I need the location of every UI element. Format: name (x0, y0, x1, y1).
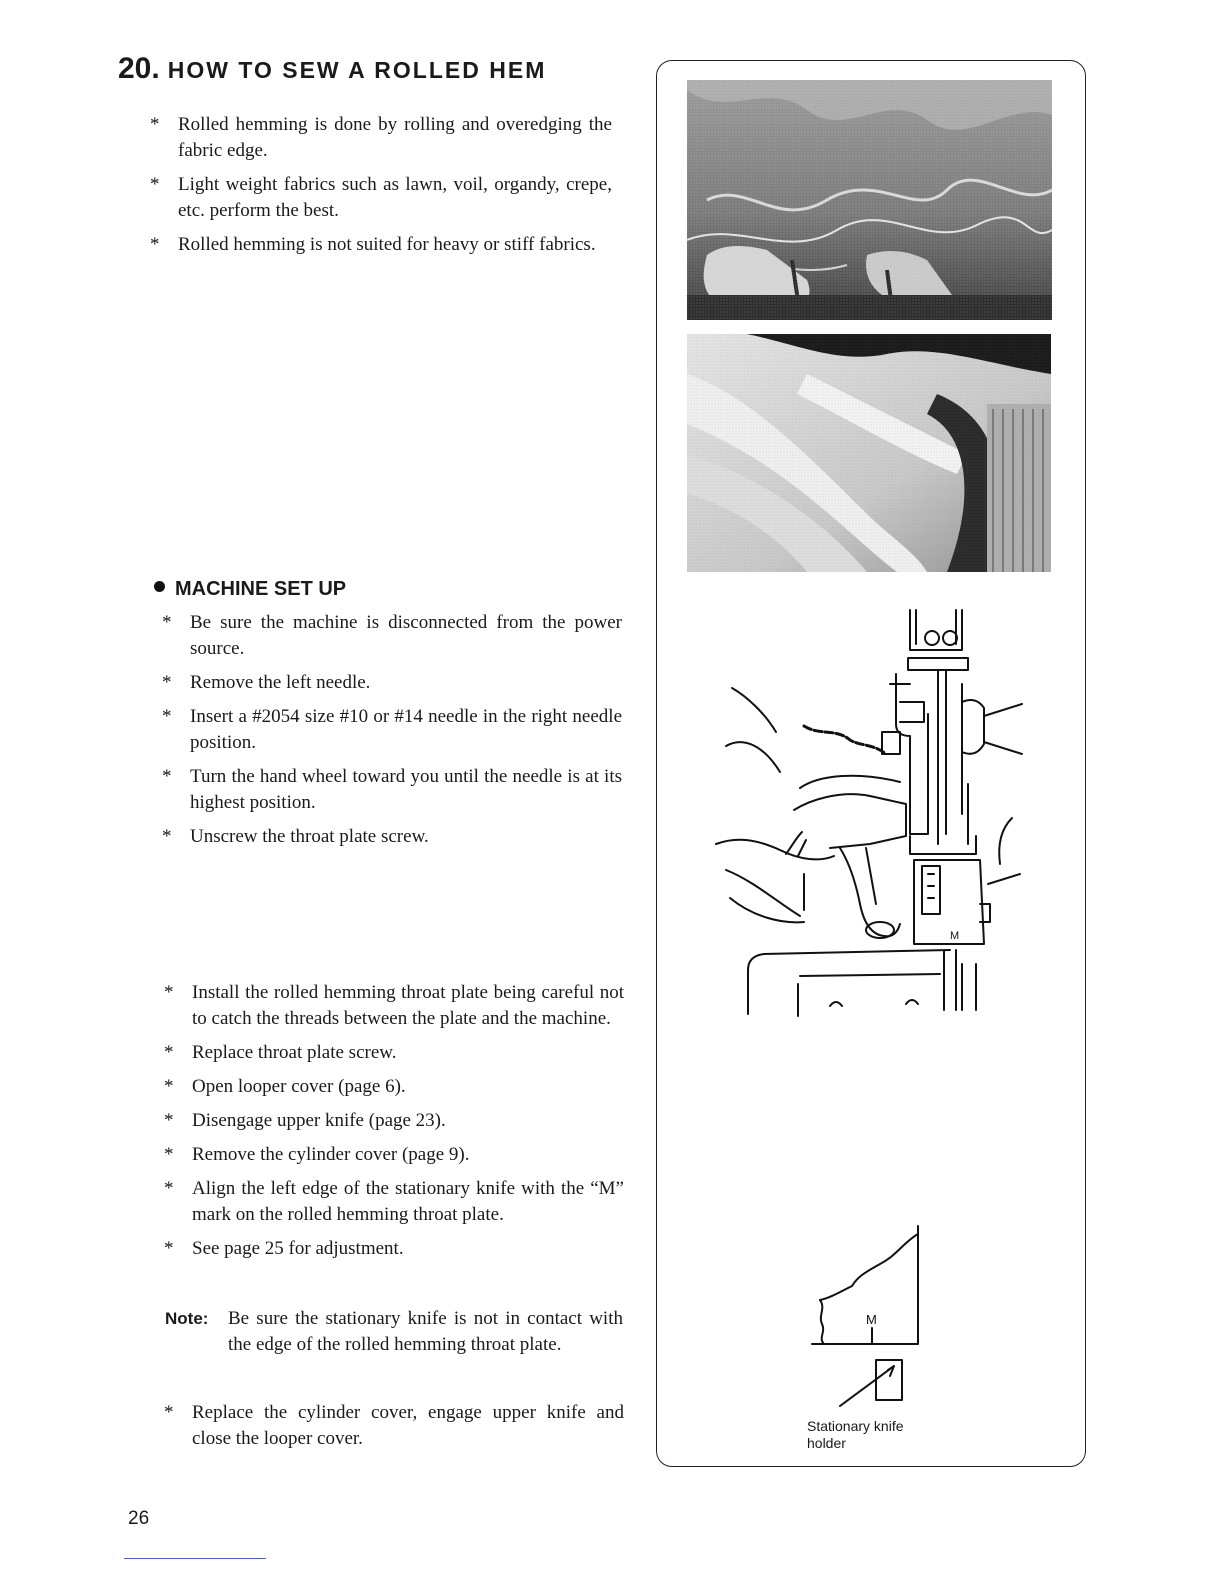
plate-m-mark: M (950, 930, 960, 942)
setup-step (162, 824, 622, 850)
step-text: Replace throat plate screw. (192, 1042, 397, 1063)
photo-dress-hem (687, 80, 1052, 320)
setup-step (164, 1400, 624, 1452)
bullet-asterisk: * (164, 1402, 174, 1423)
setup-step (164, 1040, 624, 1066)
page-number: 26 (128, 1508, 150, 1529)
caption-line: holder (807, 1435, 846, 1451)
intro-bullet (150, 112, 612, 164)
setup-step (164, 1142, 624, 1168)
note-block (165, 1306, 623, 1358)
knife-m-mark: M (866, 1312, 877, 1327)
footer-rule (124, 1558, 266, 1559)
machine-illustration (700, 604, 1040, 1024)
machine-setup-heading (154, 578, 346, 601)
step-text: Replace the cylinder cover, engage upper knife and close the looper cover. (192, 1402, 624, 1449)
setup-step (164, 1176, 624, 1228)
step-text: Align the left edge of the stationary knife with the “M” mark on the rolled hemming throat plate. (192, 1178, 624, 1225)
photo-fabric-folds (687, 334, 1051, 572)
note-text: Be sure the stationary knife is not in contact with the edge of the rolled hemming throat plate. (228, 1308, 623, 1355)
section-title (118, 52, 546, 86)
bullet-text: Rolled hemming is not suited for heavy or stiff fabrics. (178, 234, 596, 255)
setup-step (164, 1236, 624, 1262)
section-number: 20. (118, 52, 160, 85)
step-text: See page 25 for adjustment. (192, 1238, 404, 1259)
bullet-asterisk: * (162, 612, 172, 633)
note-label: Note: (165, 1309, 209, 1328)
bullet-asterisk: * (162, 826, 172, 847)
step-text: Open looper cover (page 6). (192, 1076, 406, 1097)
knife-illustration (800, 1220, 940, 1410)
bullet-asterisk: * (162, 706, 172, 727)
step-text: Install the rolled hemming throat plate being careful not to catch the threads between the plate and the machine. (192, 982, 624, 1029)
setup-step (164, 980, 624, 1032)
bullet-asterisk: * (150, 234, 160, 255)
bullet-asterisk: * (162, 766, 172, 787)
knife-caption (807, 1418, 957, 1452)
knife-drawing (800, 1220, 940, 1410)
setup-step (162, 704, 622, 756)
bullet-asterisk: * (164, 1076, 174, 1097)
intro-bullet (150, 172, 612, 224)
setup-step (162, 764, 622, 816)
bullet-dot-icon (154, 581, 165, 592)
step-text: Remove the left needle. (190, 672, 371, 693)
bullet-asterisk: * (164, 1144, 174, 1165)
bullet-asterisk: * (162, 672, 172, 693)
bullet-asterisk: * (164, 1110, 174, 1131)
photo-fabric-folds-image (687, 334, 1051, 572)
section-heading: HOW TO SEW A ROLLED HEM (167, 57, 547, 83)
machine-drawing (700, 604, 1040, 1024)
intro-bullet-list (150, 112, 612, 266)
setup-step (164, 1074, 624, 1100)
step-text: Insert a #2054 size #10 or #14 needle in the right needle position. (190, 706, 622, 753)
setup-step (164, 1108, 624, 1134)
step-text: Remove the cylinder cover (page 9). (192, 1144, 470, 1165)
bullet-asterisk: * (150, 114, 160, 135)
intro-bullet (150, 232, 612, 258)
photo-dress-hem-image (687, 80, 1052, 320)
bullet-asterisk: * (164, 1178, 174, 1199)
bullet-text: Light weight fabrics such as lawn, voil, organdy, crepe, etc. perform the best. (178, 174, 612, 221)
setup-step (162, 670, 622, 696)
step-text: Turn the hand wheel toward you until the needle is at its highest position. (190, 766, 622, 813)
setup-steps-a (162, 610, 622, 858)
bullet-asterisk: * (164, 982, 174, 1003)
setup-steps-c (164, 1400, 624, 1460)
step-text: Unscrew the throat plate screw. (190, 826, 429, 847)
setup-steps-b (164, 980, 624, 1270)
bullet-asterisk: * (150, 174, 160, 195)
caption-line: Stationary knife (807, 1418, 904, 1434)
bullet-text: Rolled hemming is done by rolling and overedging the fabric edge. (178, 114, 612, 161)
bullet-asterisk: * (164, 1238, 174, 1259)
step-text: Be sure the machine is disconnected from the power source. (190, 612, 622, 659)
subheading-text: MACHINE SET UP (175, 578, 347, 600)
setup-step (162, 610, 622, 662)
step-text: Disengage upper knife (page 23). (192, 1110, 446, 1131)
bullet-asterisk: * (164, 1042, 174, 1063)
